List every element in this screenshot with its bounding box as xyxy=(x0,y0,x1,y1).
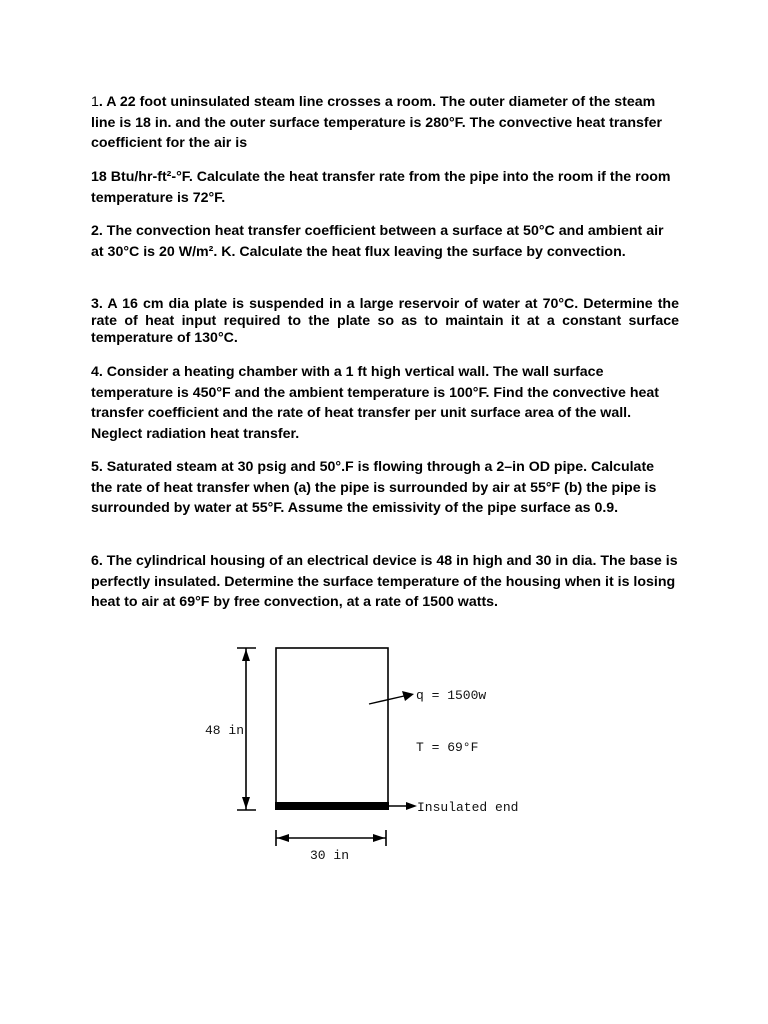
ambient-temp-label: T = 69°F xyxy=(416,740,479,755)
housing-body xyxy=(276,648,388,808)
width-arrow-left-icon xyxy=(277,834,289,842)
insulated-base xyxy=(275,802,389,810)
problem-3: 3. A 16 cm dia plate is suspended in a large reservoir of water at 70°C. Determine the rate of heat input required to the plate so as to maintain it at a constant surface temperature of 130°C. xyxy=(91,296,679,346)
problem-6: 6. The cylindrical housing of an electrical device is 48 in high and 30 in dia. The base is perfectly insulated. Determine the surface temperature of the housing when it is losing heat to air at 69°F by free convection, at a rate of 1500 watts. xyxy=(91,553,678,610)
heat-arrow-head-icon xyxy=(402,691,414,701)
problem-2: 2. The convection heat transfer coefficient between a surface at 50°C and ambient air at 30°C is 20 W/m². K. Calculate the heat flux leaving the surface by convection. xyxy=(91,223,664,260)
insulated-end-label: Insulated end xyxy=(417,800,519,815)
heat-rate-label: q = 1500w xyxy=(416,688,487,703)
width-arrow-right-icon xyxy=(373,834,385,842)
problem-1-number-sep: . xyxy=(98,94,103,110)
problem-1-number: 1 xyxy=(91,94,99,110)
problem-1-text: A 22 foot uninsulated steam line crosses a room. The outer diameter of the steam line is 18 in. and the outer surface temperature is 280°F. The convective heat transfer coefficient for the air is xyxy=(91,94,663,151)
problem-1-continued: 18 Btu/hr-ft²-°F. Calculate the heat transfer rate from the pipe into the room if the room temperature is 72°F. xyxy=(91,169,671,206)
housing-diagram xyxy=(196,638,556,878)
height-arrow-down-icon xyxy=(242,797,250,809)
problem-5: 5. Saturated steam at 30 psig and 50°.F is flowing through a 2–in OD pipe. Calculate the rate of heat transfer when (a) the pipe is surrounded by air at 55°F (b) the pipe is surrounded by water at 55°F. Assume the emissivity of the pipe surface as 0.9. xyxy=(91,459,657,516)
problem-1-intro xyxy=(91,92,679,154)
height-arrow-up-icon xyxy=(242,649,250,661)
problem-4: 4. Consider a heating chamber with a 1 ft high vertical wall. The wall surface temperature is 450°F and the ambient temperature is 100°F. Find the convective heat transfer coefficient and the rate of heat transfer per unit surface area of the wall. Neglect radiation heat transfer. xyxy=(91,364,659,442)
width-label: 30 in xyxy=(310,848,350,863)
height-label: 48 in xyxy=(205,723,245,738)
insulated-arrow-head-icon xyxy=(406,802,417,810)
